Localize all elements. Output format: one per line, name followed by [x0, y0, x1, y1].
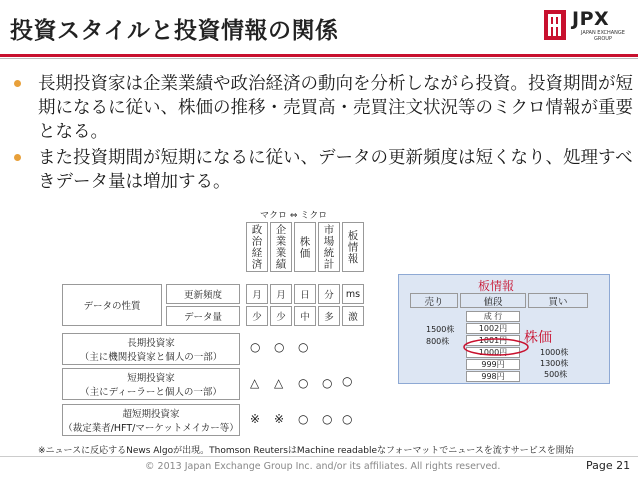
suitability-mark: ※ — [274, 412, 285, 426]
jpx-logo-mark-icon — [544, 10, 566, 40]
stock-price-label: 株価 — [524, 330, 552, 346]
slide-title: 投資スタイルと投資情報の関係 — [10, 18, 339, 44]
investor-short-term — [62, 368, 240, 400]
price-level: 1000円 — [466, 347, 520, 358]
order-book-header-sell: 売り — [410, 293, 458, 308]
volume-value: 少 — [270, 306, 292, 326]
suitability-mark: △ — [250, 376, 260, 390]
buy-quantity: 1000株 — [540, 348, 569, 357]
title-rule — [0, 54, 638, 57]
price-level: 999円 — [466, 359, 520, 370]
stock-price-highlight-oval — [462, 336, 532, 358]
bullet-2-text: また投資期間が短期になるに従い、データの更新頻度は短くなり、処理すべきデータ量は増加する。 — [38, 148, 633, 192]
suitability-mark: ○ — [274, 340, 285, 354]
column-market-statistics: 市場統計 — [318, 222, 340, 272]
market-order-label: 成 行 — [466, 311, 520, 322]
volume-value: 多 — [318, 306, 340, 326]
suitability-mark: ○ — [298, 340, 309, 354]
volume-value: 少 — [246, 306, 268, 326]
sell-quantity: 800株 — [426, 337, 450, 346]
suitability-mark: ○ — [298, 376, 309, 390]
price-level: 1001円 — [466, 335, 520, 346]
bullet-1-text: 長期投資家は企業業績や政治経済の動向を分析しながら投資。投資期間が短期になるに従い、株価の推移・売買高・売買注文状況等のミクロ情報が重要となる。 — [38, 74, 633, 142]
frequency-value: 分 — [318, 284, 340, 304]
buy-quantity: 500株 — [544, 370, 568, 379]
investor-long-term — [62, 333, 240, 365]
price-level: 998円 — [466, 371, 520, 382]
update-frequency-label: 更新頻度 — [166, 284, 240, 304]
frequency-value: 月 — [246, 284, 268, 304]
sell-quantity: 1500株 — [426, 325, 455, 334]
data-property-label: データの性質 — [62, 284, 162, 326]
order-book-header-buy: 買い — [528, 293, 588, 308]
suitability-mark: △ — [274, 376, 284, 390]
suitability-mark: ○ — [342, 374, 353, 388]
page-number: Page 21 — [586, 459, 631, 472]
column-stock-price: 株価 — [294, 222, 316, 272]
investor-name: 短期投資家 — [127, 373, 175, 384]
bullet-dot-icon — [14, 154, 21, 161]
logo-subtitle: JAPAN EXCHANGE GROUP — [581, 30, 625, 42]
investor-note: （主にディーラーと個人の一部） — [80, 387, 222, 398]
bullet-2 — [14, 146, 634, 194]
footer-rule — [0, 456, 638, 457]
order-book-title: 板情報 — [478, 279, 515, 293]
macro-micro-label: マクロ ⇔ ミクロ — [260, 211, 328, 221]
suitability-mark: ○ — [342, 412, 353, 426]
column-corporate-performance: 企業業績 — [270, 222, 292, 272]
volume-value: 中 — [294, 306, 316, 326]
frequency-value: 月 — [270, 284, 292, 304]
order-book-header-price: 値段 — [460, 293, 526, 308]
column-order-book: 板情報 — [342, 222, 364, 272]
bullet-dot-icon — [14, 80, 21, 87]
investor-name: 超短期投資家 — [122, 409, 180, 420]
column-politics-economy: 政治経済 — [246, 222, 268, 272]
investor-name: 長期投資家 — [127, 338, 175, 349]
logo-name: JPX — [572, 8, 610, 30]
price-level: 1002円 — [466, 323, 520, 334]
jpx-logo — [544, 6, 634, 52]
suitability-mark: ○ — [322, 376, 333, 390]
investor-note: （裁定業者/HFT/マーケットメイカー等） — [63, 423, 239, 434]
data-volume-label: データ量 — [166, 306, 240, 326]
investor-note: （主に機関投資家と個人の一部） — [79, 352, 223, 363]
suitability-mark: ○ — [322, 412, 333, 426]
frequency-value: ms — [342, 284, 364, 304]
investor-ultra-short-term — [62, 404, 240, 436]
frequency-value: 日 — [294, 284, 316, 304]
suitability-mark: ※ — [250, 412, 261, 426]
buy-quantity: 1300株 — [540, 359, 569, 368]
suitability-mark: ○ — [298, 412, 309, 426]
title-rule-thin — [0, 58, 638, 59]
bullet-1 — [14, 72, 634, 144]
copyright: © 2013 Japan Exchange Group Inc. and/or its affiliates. All rights reserved. — [145, 461, 501, 472]
suitability-mark: ○ — [250, 340, 261, 354]
volume-value: 激 — [342, 306, 364, 326]
footnote: ※ニュースに反応するNews Algoが出現。Thomson ReutersはMachine readableなフォーマットでニュースを流すサービスを開始 — [38, 446, 574, 456]
